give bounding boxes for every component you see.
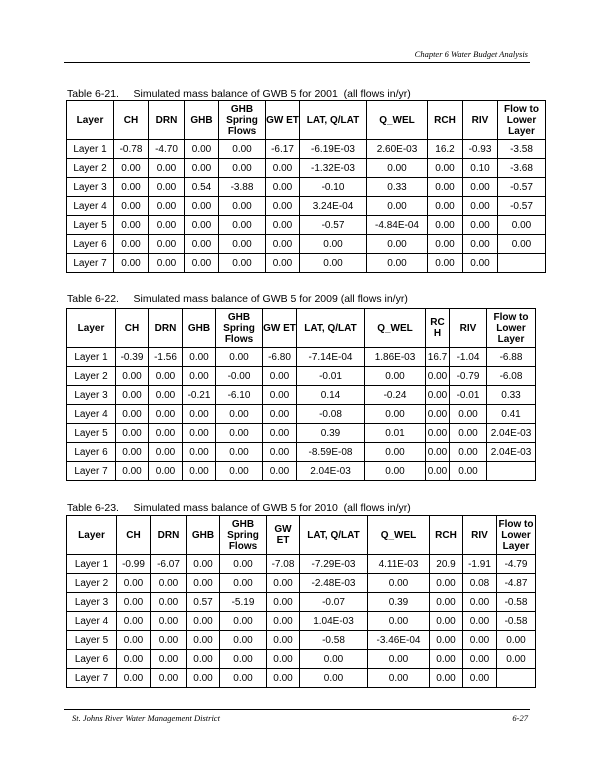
table-cell: 0.00 [183, 424, 216, 443]
table-cell: 0.00 [267, 612, 300, 631]
table-row [67, 216, 546, 235]
table-cell: 0.00 [187, 555, 220, 574]
table-cell: 2.04E-03 [487, 424, 536, 443]
table-cell: -0.57 [300, 216, 367, 235]
table-cell: 0.00 [365, 367, 426, 386]
table-cell: 0.00 [426, 424, 450, 443]
column-header: RIV [450, 309, 487, 348]
table-cell: 0.00 [185, 216, 219, 235]
table-cell: -0.58 [497, 612, 536, 631]
table-cell: 0.00 [183, 405, 216, 424]
table-cell: 0.00 [219, 197, 266, 216]
table-cell: 0.00 [463, 650, 497, 669]
table-cell: 0.00 [219, 235, 266, 254]
table-cell: -0.10 [300, 178, 367, 197]
table-cell: 0.00 [463, 235, 498, 254]
table-cell: 0.33 [367, 178, 428, 197]
table-cell: 1.04E-03 [300, 612, 368, 631]
table-row [67, 650, 536, 669]
column-header: Flow to Lower Layer [487, 309, 536, 348]
table-cell: -4.70 [149, 140, 185, 159]
header-rule [64, 62, 530, 63]
table-cell: 0.00 [116, 386, 149, 405]
table-cell: -0.39 [116, 348, 149, 367]
row-label: Layer 7 [67, 254, 114, 273]
table-cell: 0.00 [428, 235, 463, 254]
table-row [67, 140, 546, 159]
column-header: DRN [151, 516, 187, 555]
table-cell: 0.00 [149, 424, 183, 443]
table-cell: 0.00 [114, 235, 149, 254]
table-cell: 0.00 [149, 367, 183, 386]
table-cell: 0.00 [368, 574, 430, 593]
table-cell: 0.00 [300, 669, 368, 688]
table-cell: 0.00 [365, 443, 426, 462]
table-cell: 0.00 [463, 612, 497, 631]
table-header-row [67, 101, 546, 140]
table-cell: -6.80 [263, 348, 297, 367]
column-header: GHB Spring Flows [220, 516, 267, 555]
table-cell: 0.39 [368, 593, 430, 612]
table-cell: 0.00 [114, 159, 149, 178]
table-row [67, 405, 536, 424]
table-cell: -7.14E-04 [297, 348, 365, 367]
column-header: GHB Spring Flows [219, 101, 266, 140]
table-caption: Table 6-22. Simulated mass balance of GWB 5 for 2009 (all flows in/yr) [67, 293, 408, 305]
table-cell: 0.00 [266, 197, 300, 216]
table-cell [487, 462, 536, 481]
table-cell: 0.00 [426, 386, 450, 405]
table-cell: 0.00 [463, 593, 497, 612]
table-cell: 0.00 [428, 178, 463, 197]
table-cell: -0.57 [498, 197, 546, 216]
table-row [67, 235, 546, 254]
table-cell: 0.00 [151, 650, 187, 669]
table-cell: 0.00 [430, 631, 463, 650]
table-cell: 0.00 [187, 650, 220, 669]
table-cell: 0.00 [149, 197, 185, 216]
row-label: Layer 5 [67, 631, 117, 650]
table-cell: -1.91 [463, 555, 497, 574]
table-cell: 0.00 [183, 443, 216, 462]
table-row [67, 462, 536, 481]
table-cell: 0.00 [300, 650, 368, 669]
table-row [67, 631, 536, 650]
table-cell: 0.00 [263, 405, 297, 424]
table-cell: 4.11E-03 [368, 555, 430, 574]
table-cell: -5.19 [220, 593, 267, 612]
table-cell: 0.10 [463, 159, 498, 178]
column-header: Flow to Lower Layer [497, 516, 536, 555]
table-cell: 0.00 [426, 443, 450, 462]
column-header: Q_WEL [368, 516, 430, 555]
table-cell: -6.07 [151, 555, 187, 574]
table-cell: 0.00 [220, 669, 267, 688]
table-row [67, 574, 536, 593]
table-cell: 0.00 [185, 140, 219, 159]
table-cell: 0.00 [367, 254, 428, 273]
table-cell: -0.79 [450, 367, 487, 386]
table-row [67, 443, 536, 462]
table-cell: 0.00 [267, 650, 300, 669]
table-cell: 0.00 [428, 197, 463, 216]
table-cell: 0.00 [216, 462, 263, 481]
table-cell: -0.01 [297, 367, 365, 386]
table-cell: 2.60E-03 [367, 140, 428, 159]
table-cell: 0.00 [367, 197, 428, 216]
table-cell: 0.00 [266, 216, 300, 235]
table-cell: 0.00 [266, 235, 300, 254]
table-cell: 0.00 [263, 443, 297, 462]
table-cell: -0.93 [463, 140, 498, 159]
column-header: Q_WEL [367, 101, 428, 140]
row-label: Layer 3 [67, 178, 114, 197]
table-cell: -0.78 [114, 140, 149, 159]
table-cell: 0.00 [368, 612, 430, 631]
row-label: Layer 3 [67, 386, 116, 405]
column-header: GHB [183, 309, 216, 348]
table-cell: 0.00 [430, 650, 463, 669]
column-header: RCH [428, 101, 463, 140]
column-header: LAT, Q/LAT [297, 309, 365, 348]
table-cell: 0.00 [116, 443, 149, 462]
table-cell: 0.00 [263, 367, 297, 386]
table-cell: 0.00 [300, 235, 367, 254]
table-cell: 0.00 [426, 367, 450, 386]
table-cell: 0.00 [216, 405, 263, 424]
table-row [67, 593, 536, 612]
table-cell: 0.00 [368, 650, 430, 669]
table-row [67, 178, 546, 197]
table-cell: 0.00 [463, 216, 498, 235]
column-header: RCH [430, 516, 463, 555]
table-cell: 0.54 [185, 178, 219, 197]
table-cell: 1.86E-03 [365, 348, 426, 367]
table-cell: 0.00 [498, 235, 546, 254]
row-label: Layer 5 [67, 216, 114, 235]
table-cell: 0.00 [267, 669, 300, 688]
table-cell: 0.00 [114, 197, 149, 216]
table-cell: 0.00 [219, 254, 266, 273]
row-label: Layer 5 [67, 424, 116, 443]
table-cell: 0.00 [219, 216, 266, 235]
table-cell [498, 254, 546, 273]
row-label: Layer 6 [67, 650, 117, 669]
table-cell: 0.00 [267, 631, 300, 650]
column-header: Flow to Lower Layer [498, 101, 546, 140]
table-cell: 0.00 [263, 386, 297, 405]
table-cell: 0.00 [367, 235, 428, 254]
table-cell: -2.48E-03 [300, 574, 368, 593]
table-cell: -6.88 [487, 348, 536, 367]
column-header: CH [114, 101, 149, 140]
table-cell: 0.00 [430, 574, 463, 593]
table-cell: 0.01 [365, 424, 426, 443]
column-header: Layer [67, 516, 117, 555]
table-cell: 0.00 [151, 612, 187, 631]
table-cell: 0.00 [426, 405, 450, 424]
table-cell: 0.00 [463, 669, 497, 688]
table-cell: 0.00 [114, 254, 149, 273]
column-header: Q_WEL [365, 309, 426, 348]
table-cell: 0.00 [428, 159, 463, 178]
table-cell: 0.00 [117, 574, 151, 593]
table-cell: -0.21 [183, 386, 216, 405]
table-cell: 0.00 [428, 254, 463, 273]
column-header: LAT, Q/LAT [300, 101, 367, 140]
table-row [67, 348, 536, 367]
column-header: CH [117, 516, 151, 555]
table-cell: 0.00 [219, 159, 266, 178]
table-cell: 0.00 [263, 424, 297, 443]
table-cell: -0.01 [450, 386, 487, 405]
table-cell: 0.00 [367, 159, 428, 178]
column-header: LAT, Q/LAT [300, 516, 368, 555]
column-header: RIV [463, 101, 498, 140]
table-cell: -4.84E-04 [367, 216, 428, 235]
row-label: Layer 7 [67, 462, 116, 481]
table-cell: 0.39 [297, 424, 365, 443]
table-cell: 0.00 [183, 367, 216, 386]
table-cell: -3.46E-04 [368, 631, 430, 650]
table-cell: 0.00 [185, 254, 219, 273]
table-cell: 0.14 [297, 386, 365, 405]
table-cell: 0.00 [497, 650, 536, 669]
table-cell: 0.00 [463, 631, 497, 650]
table-cell: 0.00 [430, 612, 463, 631]
table-row [67, 159, 546, 178]
table-cell: -0.07 [300, 593, 368, 612]
table-cell: 0.00 [463, 178, 498, 197]
table-cell: 16.7 [426, 348, 450, 367]
table-cell: -4.87 [497, 574, 536, 593]
table-cell: 0.00 [149, 462, 183, 481]
table-cell: -0.24 [365, 386, 426, 405]
column-header: RIV [463, 516, 497, 555]
table-cell: -1.56 [149, 348, 183, 367]
table-cell: 0.00 [114, 216, 149, 235]
table-cell: -6.08 [487, 367, 536, 386]
table-cell: -0.58 [300, 631, 368, 650]
table-cell: 0.00 [365, 405, 426, 424]
table-cell: 0.00 [187, 612, 220, 631]
column-header: RC H [426, 309, 450, 348]
table-cell: -6.17 [266, 140, 300, 159]
table-cell: -0.99 [117, 555, 151, 574]
table-cell: 0.00 [368, 669, 430, 688]
table-cell: 0.00 [149, 216, 185, 235]
table-row [67, 254, 546, 273]
table-cell: 0.00 [117, 593, 151, 612]
table-cell: 0.00 [149, 235, 185, 254]
table-cell: -0.57 [498, 178, 546, 197]
row-label: Layer 2 [67, 574, 117, 593]
table-cell: 0.08 [463, 574, 497, 593]
table-cell: 0.00 [220, 631, 267, 650]
table-cell: 0.00 [267, 574, 300, 593]
table-row [67, 386, 536, 405]
table-row [67, 612, 536, 631]
table-cell: 0.00 [430, 669, 463, 688]
table-cell: 0.00 [216, 424, 263, 443]
running-header: Chapter 6 Water Budget Analysis [414, 49, 528, 59]
table-header-row [67, 309, 536, 348]
column-header: DRN [149, 309, 183, 348]
row-label: Layer 6 [67, 235, 114, 254]
table-cell: 16.2 [428, 140, 463, 159]
footer-rule [64, 709, 530, 710]
mass-balance-table [66, 100, 546, 273]
table-cell: 0.00 [183, 462, 216, 481]
table-cell: -0.58 [497, 593, 536, 612]
table-cell: 0.00 [450, 424, 487, 443]
table-cell: -0.00 [216, 367, 263, 386]
row-label: Layer 4 [67, 197, 114, 216]
table-row [67, 669, 536, 688]
table-cell: 0.00 [187, 631, 220, 650]
table-cell: 0.00 [151, 669, 187, 688]
table-cell: -1.04 [450, 348, 487, 367]
table-cell: 0.00 [185, 235, 219, 254]
table-cell: 0.00 [185, 197, 219, 216]
table-cell: -7.08 [267, 555, 300, 574]
table-header-row [67, 516, 536, 555]
table-cell: 0.00 [220, 650, 267, 669]
table-cell: 0.00 [365, 462, 426, 481]
table-cell: 0.41 [487, 405, 536, 424]
table-cell: 0.00 [219, 140, 266, 159]
mass-balance-table [66, 308, 536, 481]
table-cell: 0.00 [426, 462, 450, 481]
table-cell: 0.00 [428, 216, 463, 235]
table-cell: 0.00 [116, 405, 149, 424]
table-cell: 0.00 [149, 405, 183, 424]
table-cell: 20.9 [430, 555, 463, 574]
table-row [67, 367, 536, 386]
table-cell: 3.24E-04 [300, 197, 367, 216]
table-cell: 0.00 [116, 367, 149, 386]
table-cell: -8.59E-08 [297, 443, 365, 462]
table-cell: -0.08 [297, 405, 365, 424]
table-cell: 0.00 [151, 631, 187, 650]
table-cell: 0.00 [185, 159, 219, 178]
table-cell: 0.00 [430, 593, 463, 612]
table-cell: 0.00 [151, 593, 187, 612]
footer-page-number: 6-27 [512, 713, 528, 723]
table-cell: 0.00 [183, 348, 216, 367]
table-cell: 0.00 [216, 443, 263, 462]
table-cell: 0.00 [497, 631, 536, 650]
row-label: Layer 2 [67, 367, 116, 386]
table-cell: -3.58 [498, 140, 546, 159]
row-label: Layer 1 [67, 348, 116, 367]
row-label: Layer 4 [67, 612, 117, 631]
column-header: GHB Spring Flows [216, 309, 263, 348]
table-row [67, 555, 536, 574]
table-cell: 0.00 [117, 612, 151, 631]
row-label: Layer 2 [67, 159, 114, 178]
table-caption: Table 6-23. Simulated mass balance of GWB 5 for 2010 (all flows in/yr) [67, 502, 411, 514]
table-cell: 0.00 [187, 574, 220, 593]
table-cell: 0.00 [220, 612, 267, 631]
column-header: Layer [67, 309, 116, 348]
table-cell: 0.00 [149, 178, 185, 197]
table-cell: -3.88 [219, 178, 266, 197]
row-label: Layer 7 [67, 669, 117, 688]
table-cell: 0.00 [117, 669, 151, 688]
table-cell: 0.57 [187, 593, 220, 612]
table-cell: 0.00 [220, 574, 267, 593]
table-cell: -6.19E-03 [300, 140, 367, 159]
table-cell: 0.00 [187, 669, 220, 688]
column-header: GW ET [263, 309, 297, 348]
table-cell: 0.00 [450, 443, 487, 462]
table-cell: -3.68 [498, 159, 546, 178]
table-cell: 0.00 [149, 159, 185, 178]
row-label: Layer 6 [67, 443, 116, 462]
table-cell: 0.00 [151, 574, 187, 593]
table-caption: Table 6-21. Simulated mass balance of GWB 5 for 2001 (all flows in/yr) [67, 88, 411, 100]
table-cell: 0.00 [117, 650, 151, 669]
footer-organization: St. Johns River Water Management District [72, 713, 220, 723]
table-cell: 0.00 [263, 462, 297, 481]
column-header: DRN [149, 101, 185, 140]
table-cell: 2.04E-03 [297, 462, 365, 481]
table-cell: -1.32E-03 [300, 159, 367, 178]
table-cell: 0.00 [300, 254, 367, 273]
table-cell: 0.00 [114, 178, 149, 197]
table-cell: 0.33 [487, 386, 536, 405]
row-label: Layer 4 [67, 405, 116, 424]
table-cell: 0.00 [116, 462, 149, 481]
table-cell: 0.00 [266, 178, 300, 197]
mass-balance-table [66, 515, 536, 688]
table-cell: 0.00 [450, 405, 487, 424]
table-cell [497, 669, 536, 688]
column-header: Layer [67, 101, 114, 140]
table-cell: 0.00 [149, 386, 183, 405]
table-cell: 0.00 [149, 443, 183, 462]
column-header: CH [116, 309, 149, 348]
table-cell: 2.04E-03 [487, 443, 536, 462]
column-header: GHB [185, 101, 219, 140]
table-cell: -6.10 [216, 386, 263, 405]
column-header: GW ET [267, 516, 300, 555]
table-cell: -7.29E-03 [300, 555, 368, 574]
column-header: GHB [187, 516, 220, 555]
table-cell: 0.00 [266, 159, 300, 178]
table-cell: 0.00 [149, 254, 185, 273]
table-row [67, 424, 536, 443]
table-cell: 0.00 [220, 555, 267, 574]
table-cell: 0.00 [116, 424, 149, 443]
table-row [67, 197, 546, 216]
table-cell: 0.00 [117, 631, 151, 650]
row-label: Layer 3 [67, 593, 117, 612]
table-cell: 0.00 [450, 462, 487, 481]
table-cell: 0.00 [267, 593, 300, 612]
table-cell: -4.79 [497, 555, 536, 574]
row-label: Layer 1 [67, 140, 114, 159]
table-cell: 0.00 [216, 348, 263, 367]
table-cell: 0.00 [498, 216, 546, 235]
column-header: GW ET [266, 101, 300, 140]
table-cell: 0.00 [463, 197, 498, 216]
table-cell: 0.00 [266, 254, 300, 273]
table-cell: 0.00 [463, 254, 498, 273]
row-label: Layer 1 [67, 555, 117, 574]
